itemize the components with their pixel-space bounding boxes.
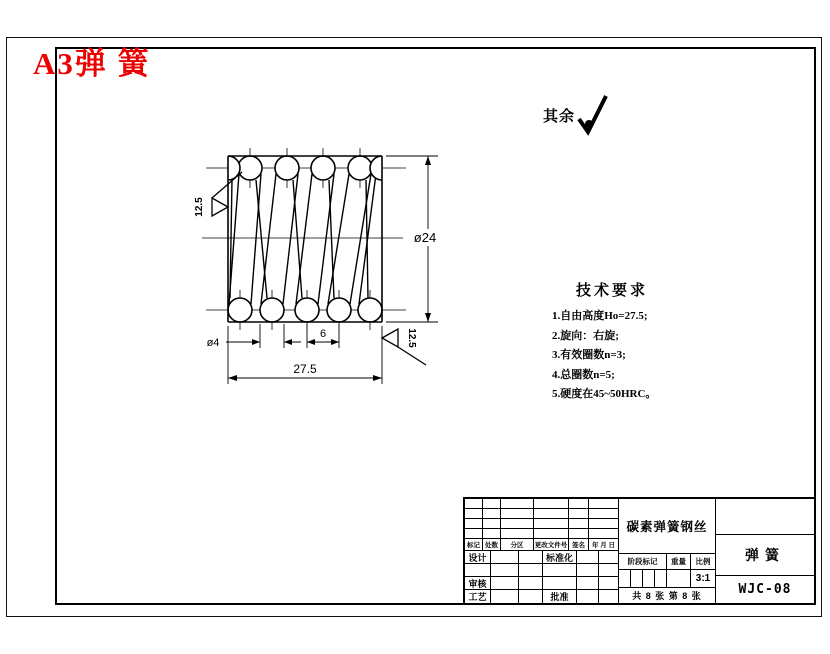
tech-item: 1.自由高度Ho=27.5; bbox=[552, 310, 648, 322]
spring-section-view bbox=[180, 135, 470, 405]
blank-cell bbox=[465, 564, 491, 577]
blank-cell bbox=[589, 509, 618, 519]
tech-requirements-list bbox=[552, 307, 656, 405]
surface-note-label: 其余 bbox=[543, 108, 576, 125]
header-col-change-file: 更改文件号 bbox=[534, 539, 569, 551]
title-block-right bbox=[716, 499, 814, 603]
blank-cell bbox=[501, 509, 534, 519]
label-design: 设计 bbox=[465, 551, 491, 564]
roughness-symbol-top-left bbox=[194, 172, 242, 217]
stage-row bbox=[619, 554, 715, 570]
header-col-zone: 分区 bbox=[501, 539, 534, 551]
blank-cell bbox=[483, 509, 501, 519]
tech-item: 2.旋向：右旋; bbox=[552, 329, 619, 342]
blank-cell bbox=[519, 577, 543, 590]
roughness-value-top: 12.5 bbox=[194, 197, 205, 217]
header-col-date: 年 月 日 bbox=[589, 539, 618, 551]
tech-item: 3.有效圈数n=3; bbox=[552, 349, 626, 361]
dim-free-length bbox=[228, 326, 382, 384]
blank-cell bbox=[569, 519, 589, 529]
part-name: 弹簧 bbox=[716, 535, 814, 576]
signature-area bbox=[465, 551, 618, 603]
label-standardization: 标准化 bbox=[543, 551, 577, 564]
blank-cell bbox=[643, 570, 655, 588]
revision-table bbox=[465, 499, 618, 539]
blank-cell bbox=[655, 570, 667, 588]
blank-cell bbox=[589, 519, 618, 529]
roughness-check-icon bbox=[576, 93, 612, 137]
title-block-middle bbox=[619, 499, 716, 603]
blank-cell bbox=[501, 529, 534, 539]
blank-cell bbox=[599, 551, 618, 564]
scale-value: 3:1 bbox=[691, 570, 715, 588]
dim-label-wire-dia: ø4 bbox=[206, 337, 220, 349]
blank-cell bbox=[577, 564, 599, 577]
revision-header-row bbox=[465, 539, 618, 551]
label-review: 审核 bbox=[465, 577, 491, 590]
tech-item: 5.硬度在45~50HRC。 bbox=[552, 388, 657, 400]
tech-item: 4.总圈数n=5; bbox=[552, 368, 615, 381]
company-cell bbox=[716, 499, 814, 535]
blank-cell bbox=[483, 529, 501, 539]
blank-cell bbox=[465, 529, 483, 539]
label-scale: 比例 bbox=[691, 554, 715, 570]
label-approve: 批准 bbox=[543, 590, 577, 603]
blank-cell bbox=[569, 529, 589, 539]
blank-cell bbox=[599, 590, 618, 603]
blank-cell bbox=[534, 499, 569, 509]
sheet-title: A3弹 簧 bbox=[33, 46, 151, 81]
dim-label-outer-dia: ø24 bbox=[413, 230, 437, 245]
blank-cell bbox=[599, 577, 618, 590]
blank-cell bbox=[501, 499, 534, 509]
blank-cell bbox=[465, 509, 483, 519]
blank-cell bbox=[491, 577, 519, 590]
title-block-revision-area bbox=[465, 499, 619, 603]
drawing-number: WJC-08 bbox=[738, 582, 792, 597]
label-stage-mark: 阶段标记 bbox=[619, 554, 667, 570]
blank-cell bbox=[589, 499, 618, 509]
blank-cell bbox=[491, 551, 519, 564]
blank-cell bbox=[534, 519, 569, 529]
blank-cell bbox=[577, 577, 599, 590]
blank-cell bbox=[465, 519, 483, 529]
header-col-signature: 签名 bbox=[569, 539, 589, 551]
blank-cell bbox=[631, 570, 643, 588]
blank-cell bbox=[501, 519, 534, 529]
blank-cell bbox=[491, 590, 519, 603]
blank-cell bbox=[543, 577, 577, 590]
dim-wire-diameter bbox=[207, 324, 301, 349]
blank-cell bbox=[491, 564, 519, 577]
blank-cell bbox=[465, 499, 483, 509]
dim-label-pitch: 6 bbox=[319, 328, 327, 340]
stage-cells-row bbox=[619, 570, 715, 588]
tech-requirements-title: 技术要求 bbox=[576, 283, 649, 299]
blank-cell bbox=[667, 570, 691, 588]
blank-cell bbox=[483, 499, 501, 509]
blank-cell bbox=[483, 519, 501, 529]
blank-cell bbox=[534, 509, 569, 519]
blank-cell bbox=[577, 551, 599, 564]
material-name: 碳素弹簧钢丝 bbox=[619, 499, 715, 554]
label-weight: 重量 bbox=[667, 554, 691, 570]
header-col-mark: 标记 bbox=[465, 539, 483, 551]
blank-cell bbox=[599, 564, 618, 577]
blank-cell bbox=[569, 499, 589, 509]
blank-cell bbox=[519, 590, 543, 603]
roughness-symbol-bottom-right bbox=[382, 328, 426, 365]
blank-cell bbox=[519, 564, 543, 577]
blank-cell bbox=[577, 590, 599, 603]
surface-note bbox=[543, 93, 612, 137]
title-block bbox=[463, 497, 816, 605]
sheet-info: 共 8 张 第 8 张 bbox=[632, 591, 702, 601]
blank-cell bbox=[569, 509, 589, 519]
header-col-count: 处数 bbox=[483, 539, 501, 551]
label-process: 工艺 bbox=[465, 590, 491, 603]
dim-pitch bbox=[307, 324, 339, 348]
blank-cell bbox=[519, 551, 543, 564]
roughness-value-bottom: 12.5 bbox=[406, 328, 417, 348]
coil-lines bbox=[229, 174, 376, 304]
dim-label-free-length: 27.5 bbox=[293, 362, 317, 376]
blank-cell bbox=[619, 570, 631, 588]
dim-outer-diameter bbox=[386, 156, 447, 322]
blank-cell bbox=[589, 529, 618, 539]
blank-cell bbox=[543, 564, 577, 577]
blank-cell bbox=[534, 529, 569, 539]
